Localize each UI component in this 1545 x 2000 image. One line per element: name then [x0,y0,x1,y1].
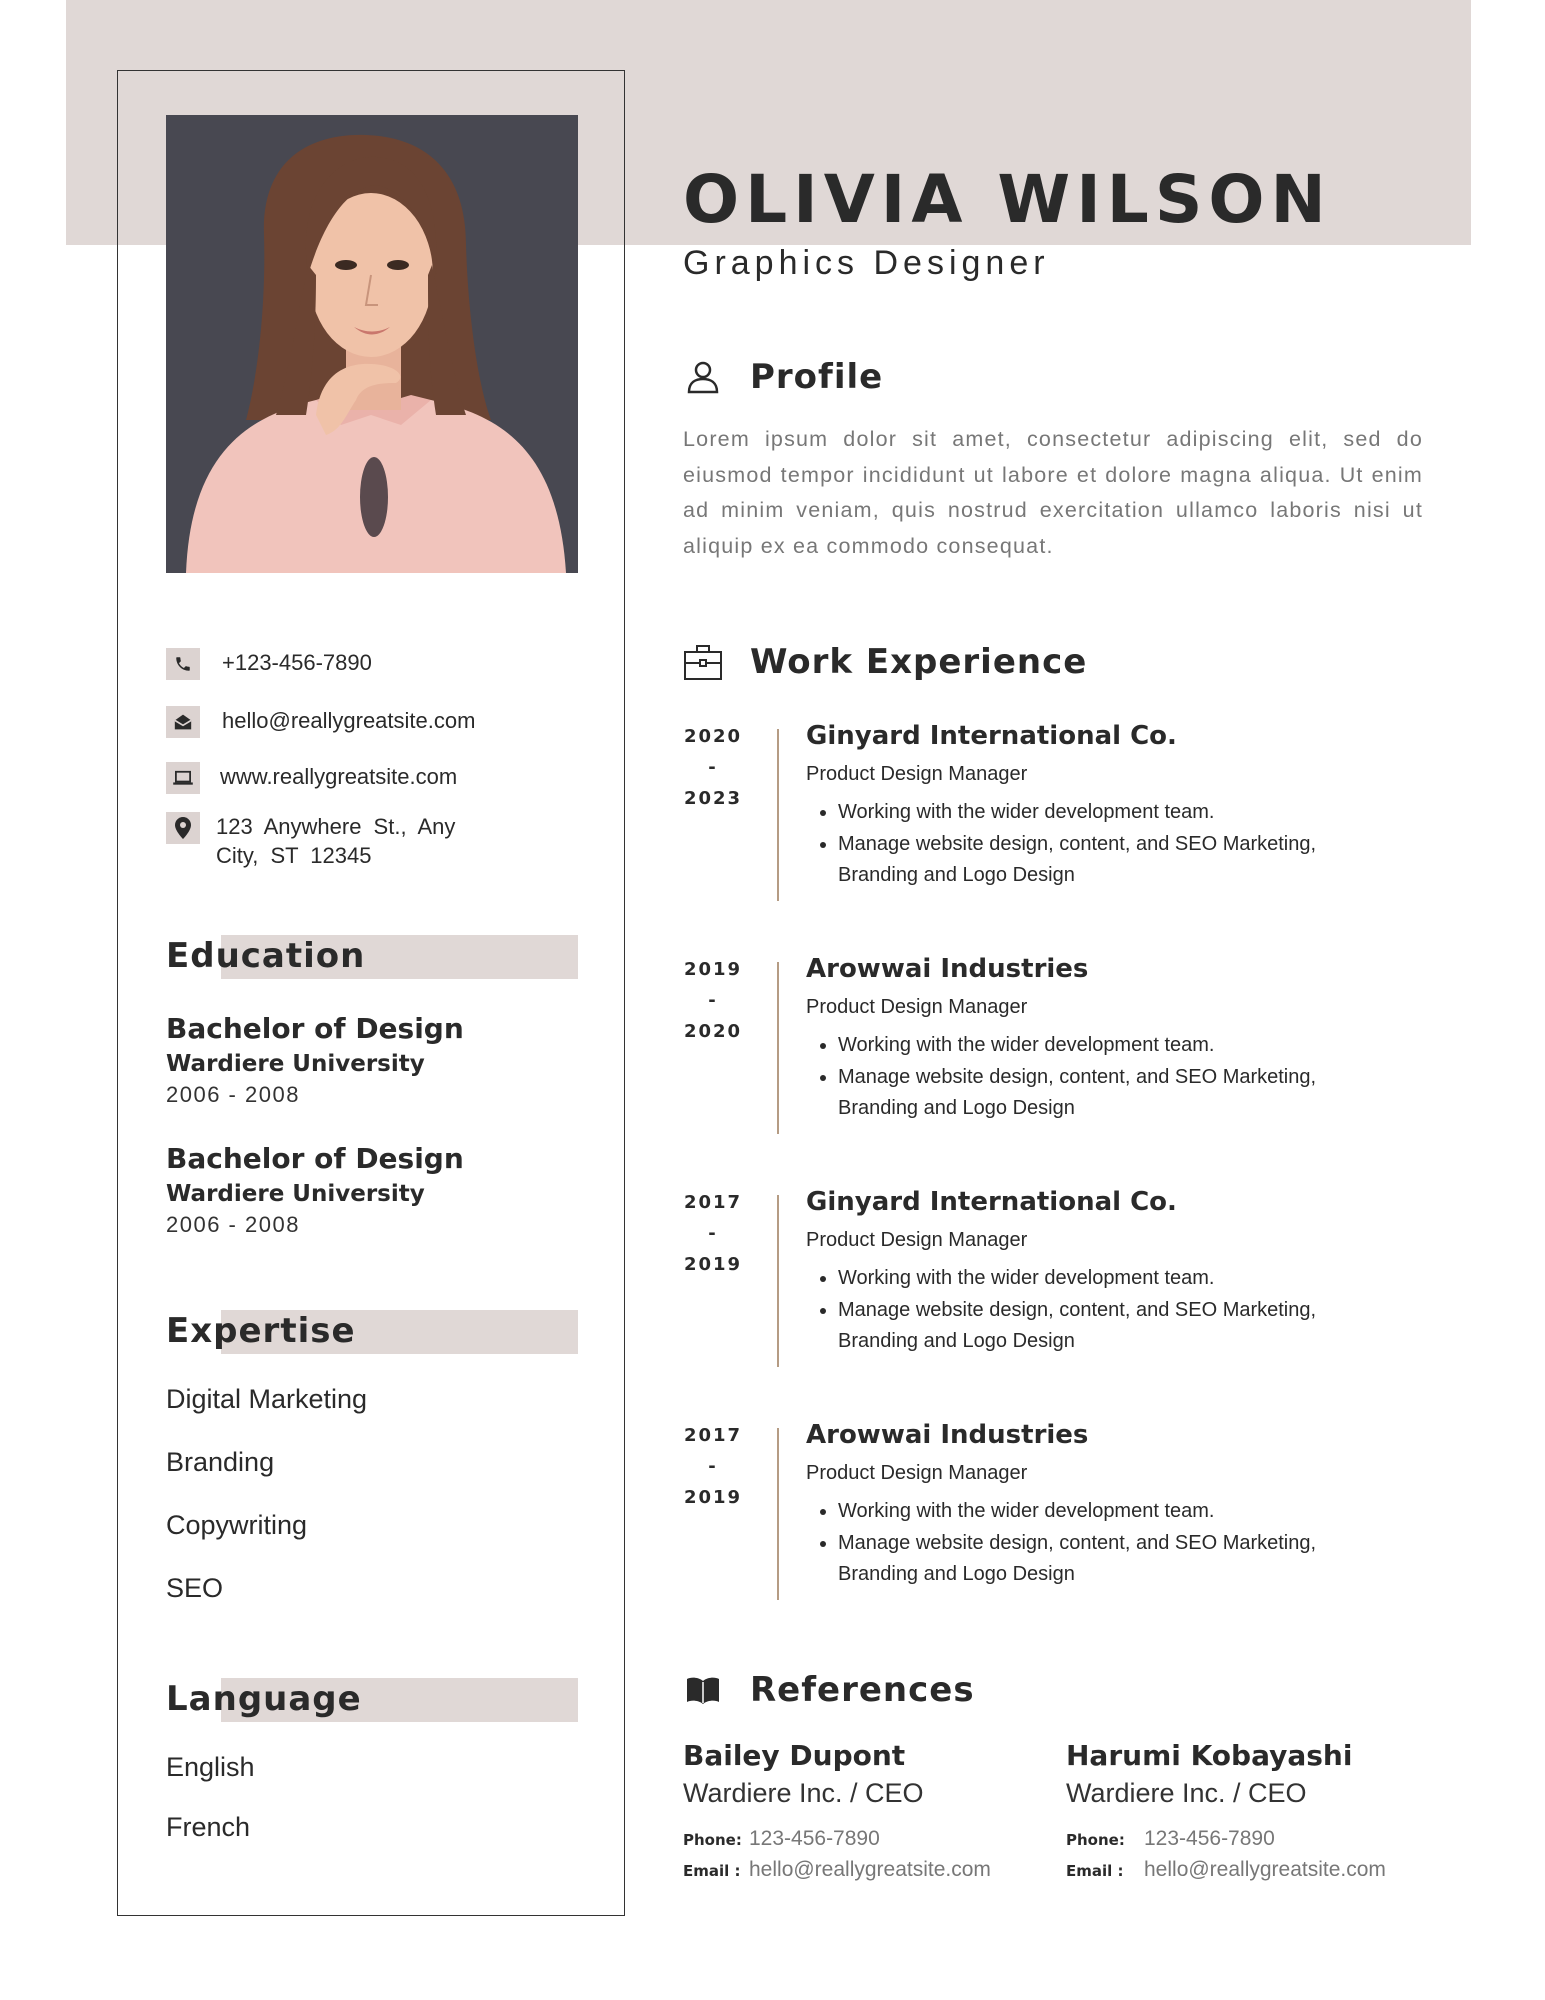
date-separator: - [708,1223,718,1244]
job-bullet: • Manage website design, content, and SEO Marketing, Branding and Logo Design [838,1062,1398,1125]
reference-phone [1066,1824,1446,1855]
language-item: English [166,1752,255,1782]
laptop-icon [166,762,200,794]
job-end-year: 2019 [683,1254,743,1275]
job-bullet: • Manage website design, content, and SEO Marketing, Branding and Logo Design [838,1295,1398,1358]
expertise-item: SEO [166,1573,224,1603]
education-item [166,1011,578,1109]
job-bullets [806,1263,1398,1358]
address-text: 123 Anywhere St., Any City, ST 12345 [216,814,456,868]
phone-text: +123-456-7890 [222,650,372,675]
reference-phone [683,1824,1063,1855]
reference-email-value[interactable]: hello@reallygreatsite.com [749,1858,991,1881]
expertise-item: Copywriting [166,1510,308,1540]
job-bullet: • Working with the wider development team. [838,1030,1398,1062]
job-dates [683,1187,743,1280]
job-role: Product Design Manager [806,996,1028,1018]
reference-name: Bailey Dupont [683,1739,906,1772]
reference-company: Wardiere Inc. / CEO [683,1778,924,1808]
date-separator: - [708,1456,718,1477]
education-heading [166,935,578,979]
company-name: Arowwai Industries [806,1420,1089,1450]
profile-heading-text: Profile [750,357,884,397]
envelope-icon [166,706,200,738]
job-start-year: 2019 [683,959,743,980]
contact-website [166,762,457,794]
job-bullet: • Working with the wider development team. [838,1263,1398,1295]
location-pin-icon [166,812,200,844]
contact-phone [166,648,372,680]
references-heading-text: References [750,1670,975,1710]
job-entry [683,954,1443,1154]
reference-phone-value: 123-456-7890 [1144,1827,1275,1850]
references-heading [683,1670,975,1710]
degree: Bachelor of Design [166,1012,464,1045]
job-start-year: 2017 [683,1192,743,1213]
expertise-heading [166,1310,578,1354]
job-dates [683,721,743,814]
education-item [166,1141,578,1239]
profile-photo [166,115,578,573]
job-bullets [806,1496,1398,1591]
timeline-line [777,962,779,1134]
phone-icon [166,648,200,680]
date-separator: - [708,757,718,778]
reference-phone-value: 123-456-7890 [749,1827,880,1850]
email-label: Email : [683,1862,741,1880]
job-entry [683,721,1443,921]
reference-card [683,1738,1063,1886]
job-bullets [806,1030,1398,1125]
website-text[interactable]: www.reallygreatsite.com [220,764,458,789]
reference-email [683,1855,1063,1886]
expertise-item: Digital Marketing [166,1384,368,1414]
email-text[interactable]: hello@reallygreatsite.com [222,708,476,733]
person-icon [683,357,723,397]
job-end-year: 2019 [683,1487,743,1508]
job-start-year: 2017 [683,1425,743,1446]
reference-email-value[interactable]: hello@reallygreatsite.com [1144,1858,1386,1881]
job-entry [683,1420,1443,1620]
job-title: Graphics Designer [683,244,1050,282]
timeline-line [777,1195,779,1367]
contact-address [166,812,486,870]
company-name: Ginyard International Co. [806,1187,1177,1217]
job-bullet: • Working with the wider development team. [838,1496,1398,1528]
profile-summary: Lorem ipsum dolor sit amet, consectetur adipiscing elit, sed do eiusmod tempor incididunt ut labore et dolore magna aliqua. Ut enim ad minim veniam, quis nostrud exercitation ullamco laboris nisi ut aliquip ex ea commodo consequat. [683,427,1423,558]
person-name: OLIVIA WILSON [683,161,1332,238]
book-icon [683,1670,723,1710]
university: Wardiere University [166,1181,425,1207]
email-label: Email : [1066,1862,1124,1880]
job-end-year: 2023 [683,788,743,809]
work-experience-heading [683,642,1087,682]
education-years: 2006 - 2008 [166,1212,300,1237]
reference-company: Wardiere Inc. / CEO [1066,1778,1307,1808]
education-years: 2006 - 2008 [166,1082,300,1107]
reference-name: Harumi Kobayashi [1066,1739,1353,1772]
company-name: Arowwai Industries [806,954,1089,984]
reference-email [1066,1855,1446,1886]
language-heading-text: Language [166,1679,362,1719]
job-role: Product Design Manager [806,1462,1028,1484]
job-bullet: • Manage website design, content, and SEO Marketing, Branding and Logo Design [838,1528,1398,1591]
job-end-year: 2020 [683,1021,743,1042]
job-start-year: 2020 [683,726,743,747]
contact-email [166,706,475,738]
phone-label: Phone: [683,1831,742,1849]
job-dates [683,954,743,1047]
work-experience-heading-text: Work Experience [750,642,1088,682]
language-heading [166,1678,578,1722]
job-role: Product Design Manager [806,1229,1028,1251]
briefcase-icon [683,642,723,682]
job-role: Product Design Manager [806,763,1028,785]
profile-heading [683,357,883,397]
reference-card [1066,1738,1446,1886]
expertise-heading-text: Expertise [166,1311,356,1351]
company-name: Ginyard International Co. [806,721,1177,751]
expertise-item: Branding [166,1447,275,1477]
university: Wardiere University [166,1051,425,1077]
education-heading-text: Education [166,936,366,976]
job-dates [683,1420,743,1513]
job-entry [683,1187,1443,1387]
date-separator: - [708,990,718,1011]
phone-label: Phone: [1066,1831,1125,1849]
language-item: French [166,1812,251,1842]
job-bullet: • Manage website design, content, and SEO Marketing, Branding and Logo Design [838,829,1398,892]
timeline-line [777,1428,779,1600]
job-bullet: • Working with the wider development team. [838,797,1398,829]
degree: Bachelor of Design [166,1142,464,1175]
job-bullets [806,797,1398,892]
timeline-line [777,729,779,901]
